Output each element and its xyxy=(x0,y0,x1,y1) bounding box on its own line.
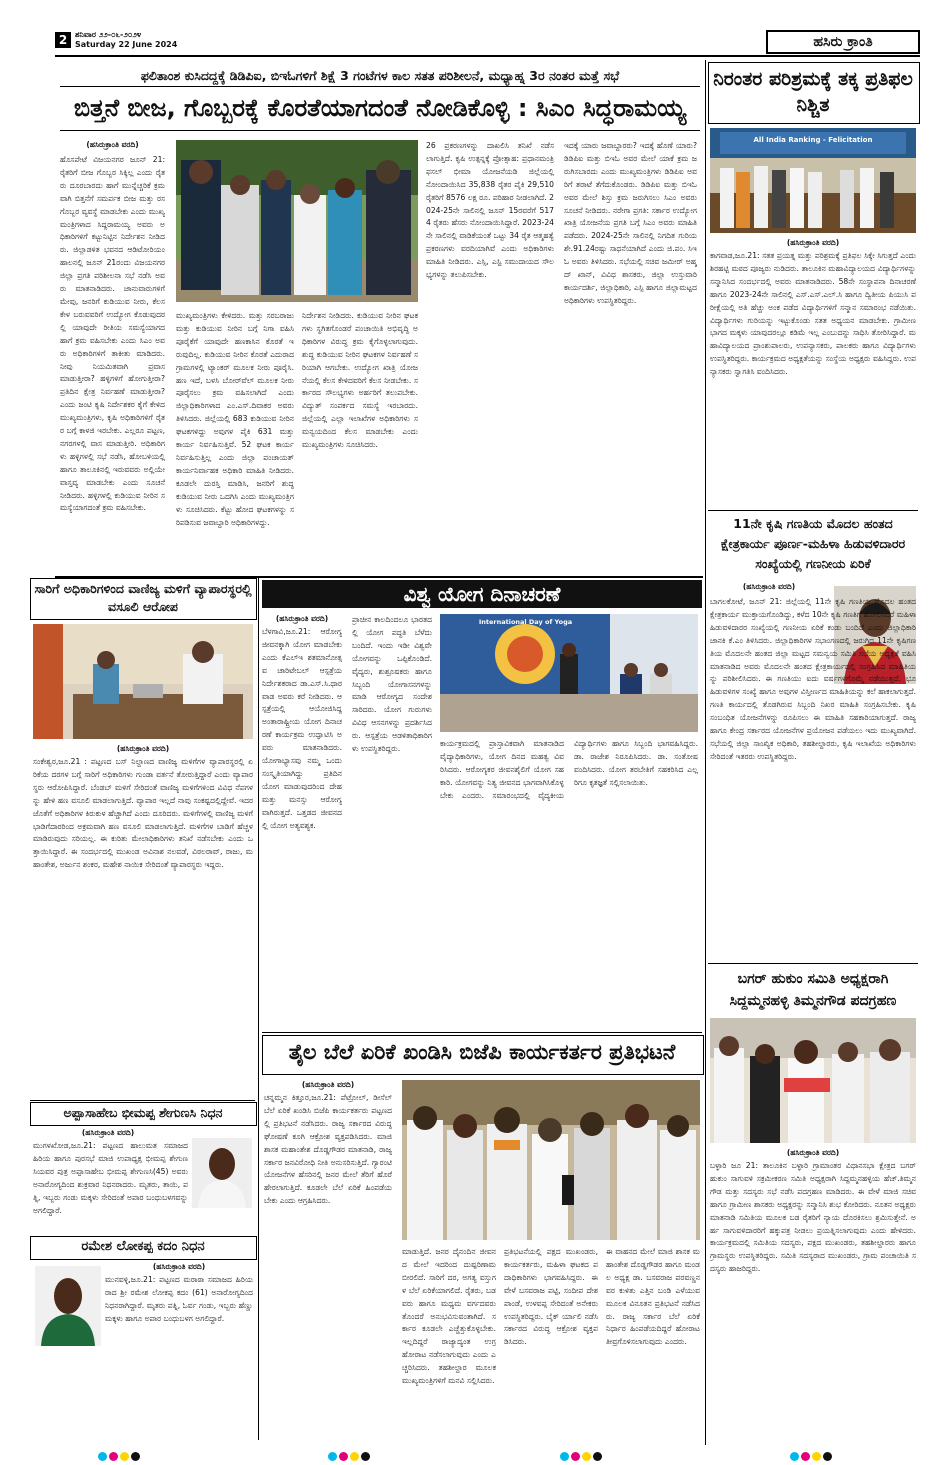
lead-kicker-rule xyxy=(60,86,700,87)
yoga-col-1: ಬೆಳಗಾವಿ,ಜೂ.21: ಆರೋಗ್ಯ ಜೀವನಕ್ಕಾಗಿ ಯೋಗ ಮಾಡಬೇಕು ಎಂದು ಕೆಎಲ್‌ಇ ಶತಮಾನೋತ್ಸವ ಚಾರಿಟೇಬಲ್ ಆಸ್ಪತ್ರೆಯ ನಿರ್ದೇಶಕರಾದ ಡಾ.ಎಸ್.ಸಿ.ಧಾರವಾಡ ಅವರು ಕರೆ ನೀಡಿದರು. ಆಸ್ಪತ್ರೆಯಲ್ಲಿ ಆಯೋಜಿಸಿದ್ದ ಅಂತಾರಾಷ್ಟ್ರೀಯ ಯೋಗ ದಿನಾಚರಣೆ ಕಾರ್ಯಕ್ರಮ ಉದ್ಘಾಟಿಸಿ ಅವರು ಮಾತನಾಡಿದರು. ಯೋಗಾಭ್ಯಾಸವು ನಮ್ಮ ಒಂದು ಸಂಸ್ಕೃತಿಯಾಗಿದ್ದು ಪ್ರತಿದಿನ ಯೋಗ ಮಾಡುವುದರಿಂದ ದೇಹ ಮತ್ತು ಮನಸ್ಸು ಆರೋಗ್ಯವಾಗಿರುತ್ತದೆ. ಒತ್ತಡದ ಜೀವನದಲ್ಲಿ ಯೋಗ ಅತ್ಯವಶ್ಯಕ. xyxy=(262,627,342,830)
yoga-col-2: ಪ್ರಾಚೀನ ಕಾಲದಿಂದಲೂ ಭಾರತದಲ್ಲಿ ಯೋಗ ಪದ್ಧತಿ ಬೆಳೆದು ಬಂದಿದೆ. ಇಂದು ಇಡೀ ವಿಶ್ವವೇ ಯೋಗವನ್ನು ಒಪ್ಪಿಕೊಂಡಿದೆ. ವೈದ್ಯರು, ಶುಶ್ರೂಷಕರು ಹಾಗೂ ಸಿಬ್ಬಂದಿ ಯೋಗಾಸನಗಳನ್ನು ಮಾಡಿ ಆರೋಗ್ಯದ ಸಂದೇಶ ಸಾರಿದರು. ಯೋಗ ಗುರುಗಳು ವಿವಿಧ ಆಸನಗಳನ್ನು ಪ್ರದರ್ಶಿಸಿದರು. ಆಸ್ಪತ್ರೆಯ ಆಡಳಿತಾಧಿಕಾರಿಗಳು ಉಪಸ್ಥಿತರಿದ್ದರು. xyxy=(352,615,432,754)
dot-black xyxy=(131,1452,140,1461)
committee-photo xyxy=(710,1018,916,1143)
page-number: 2 xyxy=(55,32,71,48)
right-top-byline: (ಹಸಿರುಕ್ರಾಂತಿ ವರದಿ) xyxy=(786,238,840,247)
lead-byline: (ಹಸಿರುಕ್ರಾಂತಿ ವರದಿ) xyxy=(86,140,139,149)
yoga-poster-text: International Day of Yoga xyxy=(478,618,573,626)
dot-magenta xyxy=(109,1452,118,1461)
left-story-body: ಸಂಕೇಶ್ವರ,ಜೂ.21 : ಪಟ್ಟಣದ ಬಸ್ ನಿಲ್ದಾಣದ ವಾಣಿಜ್ಯ ಮಳಿಗೆಗಳ ವ್ಯಾಪಾರಸ್ಥರಲ್ಲಿ ಏರಿಕೆಯ ದರಗಳ ಬಗ್ಗೆ ಸಾರಿಗೆ ಅಧಿಕಾರಿಗಳು ಗುಂಡಾ ವರ್ತನೆ ತೋರುತ್ತಿದ್ದಾರೆ ಎಂದು ವ್ಯಾಪಾರಸ್ಥರು ಆರೋಪಿಸಿದ್ದಾರೆ. ಬೆಂಡಬ್ ಮಳಿಗೆ ಸೇರಿದಂತೆ ವಾಣಿಜ್ಯ ಮಳಿಗೆಗಳಿಂದ ವಿವಿಧ ನೆಪಗಳನ್ನು ಹೇಳಿ ಹಣ ವಸೂಲಿ ಮಾಡಲಾಗುತ್ತಿದೆ. ವ್ಯಾಪಾರ ಇಲ್ಲದೆ ನಾವು ಸಂಕಷ್ಟದಲ್ಲಿದ್ದೇವೆ. ಇದರ ಜೊತೆಗೆ ಅಧಿಕಾರಿಗಳ ಕಿರುಕುಳ ಹೆಚ್ಚಾಗಿದೆ ಎಂದು ದೂರಿದರು. ಮಳಿಗೆಗಳಲ್ಲಿ ವಾಣಿಜ್ಯ ಮಳಿಗೆ ಭಾಡಿಗೆದಾರರಿಂದ ಅಕ್ರಮವಾಗಿ ಹಣ ವಸೂಲಿ ಮಾಡಲಾಗುತ್ತಿದೆ. ಮಳಿಗೆಗಳ ಬಾಡಿಗೆ ಹೆಚ್ಚಳ ಮಾಡಿರುವುದು ಸರಿಯಲ್ಲ. ಈ ಕುರಿತು ಮೇಲಾಧಿಕಾರಿಗಳು ತನಿಖೆ ನಡೆಸಬೇಕು ಎಂದು ಒತ್ತಾಯಿಸಿದ್ದಾರೆ. ಈ ಸಂದರ್ಭದಲ್ಲಿ ಮುಖಂಡ ಅವಿನಾಶ ನಲವಡೆ, ವಿಠಲರಾವ್, ರಾಜು, ಮಹಾಂತೇಶ, ಅರ್ಜುನ ಶಂಕರ, ಮಹೇಶ ನಾಯಿಕ ಸೇರಿದಂತೆ ವ್ಯಾಪಾರಸ್ಥರು ಇದ್ದರು. xyxy=(33,757,253,870)
lead-headline-rule xyxy=(60,130,700,131)
protest-col-4: ಈ ವಾಹನದ ಮೇಲೆ ಮಾಜಿ ಶಾಸಕ ಮಹಾಂತೇಶ ದೊಡ್ಡಗೌಡರ ಹಾಗೂ ಮಂಡಲ ಅಧ್ಯಕ್ಷ ಡಾ. ಬಸವರಾಜ ಪರವಣ್ಣನವರ ಕುಳಿತು ಎತ್ತಿನ ಬಂಡಿ ಎಳೆಯುವ ಮೂಲಕ ವಿನೂತನ ಪ್ರತಿಭಟನೆ ನಡೆಸಿದರು. ರಾಜ್ಯ ಸರ್ಕಾರ ಬೆಲೆ ಏರಿಕೆ ನಿರ್ಧಾರ ಹಿಂಪಡೆಯದಿದ್ದರೆ ಹೋರಾಟ ತೀವ್ರಗೊಳಿಸಲಾಗುವುದು ಎಂದರು. xyxy=(606,1247,700,1347)
registration-dots-2 xyxy=(328,1446,372,1465)
protest-headline: ತೈಲ ಬೆಲೆ ಏರಿಕೆ ಖಂಡಿಸಿ ಬಿಜೆಪಿ ಕಾರ್ಯಕರ್ತರ ಪ್ರತಿಭಟನೆ xyxy=(288,1040,676,1064)
right-mid-headline: 11ನೇ ಕೃಷಿ ಗಣತಿಯ ಮೊದಲ ಹಂತದ ಕ್ಷೇತ್ರಕಾರ್ಯ ಪೂರ್ಣ-ಮಹಿಳಾ ಹಿಡುವಳಿದಾರರ ಸಂಖ್ಯೆಯಲ್ಲಿ ಗಣನೀಯ ಏರಿಕೆ xyxy=(720,516,906,571)
dot-black xyxy=(361,1452,370,1461)
protest-byline: (ಹಸಿರುಕ್ರಾಂತಿ ವರದಿ) xyxy=(301,1080,355,1089)
left-column-rule xyxy=(258,578,259,1440)
left-story-byline: (ಹಸಿರುಕ್ರಾಂತಿ ವರದಿ) xyxy=(116,744,170,753)
date-english: Saturday 22 June 2024 xyxy=(75,40,178,49)
dot-black xyxy=(593,1452,602,1461)
lead-photo xyxy=(176,140,418,302)
protest-col-1: ಚನ್ನಮ್ಮನ ಕಿತ್ತೂರ,ಜೂ.21: ಪೆಟ್ರೋಲ್, ಡೀಸೆಲ್ ಬೆಲೆ ಏರಿಕೆ ಖಂಡಿಸಿ ಬಿಜೆಪಿ ಕಾರ್ಯಕರ್ತರು ಪಟ್ಟಣದಲ್ಲಿ ಪ್ರತಿಭಟನೆ ನಡೆಸಿದರು. ರಾಜ್ಯ ಸರ್ಕಾರದ ವಿರುದ್ಧ ಘೋಷಣೆ ಕೂಗಿ ಆಕ್ರೋಶ ವ್ಯಕ್ತಪಡಿಸಿದರು. ಮಾಜಿ ಶಾಸಕ ಮಹಾಂತೇಶ ದೊಡ್ಡಗೌಡರ ಮಾತನಾಡಿ, ರಾಜ್ಯ ಸರ್ಕಾರ ಜನವಿರೋಧಿ ನೀತಿ ಅನುಸರಿಸುತ್ತಿದೆ. ಗ್ಯಾರಂಟಿ ಯೋಜನೆಗಳ ಹೆಸರಿನಲ್ಲಿ ಜನರ ಮೇಲೆ ತೆರಿಗೆ ಹೊರೆ ಹೇರಲಾಗುತ್ತಿದೆ. ಕೂಡಲೇ ಬೆಲೆ ಏರಿಕೆ ಹಿಂಪಡೆಯಬೇಕು ಎಂದು ಆಗ್ರಹಿಸಿದರು. xyxy=(264,1093,392,1206)
lead-col-5: ಇದಕ್ಕೆ ಯಾರು ಜವಾಬ್ದಾರರು? ಇದಕ್ಕೆ ಹೊಣೆ ಯಾರು? ಡಿಡಿಪಿಐ ಮತ್ತು ಬಿಇಓ ಅವರ ಮೇಲೆ ಯಾಕೆ ಕ್ರಮ ಜರುಗಿಸಬಾರದು ಎಂದು ಮುಖ್ಯಮಂತ್ರಿಗಳು ಡಿಡಿಪಿಐ ಅವರಿಗೆ ತರಾಟೆ ತೆಗೆದುಕೊಂಡರು. ಡಿಡಿಪಿಐ ಮತ್ತು ಬಿಇಓ ಅವರ ಮೇಲೆ ಶಿಸ್ತು ಕ್ರಮ ಜರುಗಿಸಲು ಸಿಎಂ ಅವರು ಸೂಚನೆ ನೀಡಿದರು. ನರೇಗಾ ಪ್ರಗತಿ: ಸರ್ಕಾರ ಉದ್ಯೋಗ ಖಾತ್ರಿ ಯೋಜನೆಯ ಪ್ರಗತಿ ಬಗ್ಗೆ ಸಿಎಂ ಅವರು ಮಾಹಿತಿ ಪಡೆದರು. 2024-25ನೇ ಸಾಲಿನಲ್ಲಿ ನಿಗದಿತ ಗುರಿಯ ಶೇ.91.24ರಷ್ಟು ಸಾಧನೆಯಾಗಿದೆ ಎಂದು ಜಿ.ಪಂ. ಸಿಇಓ ಅವರು ತಿಳಿಸಿದರು. ಸಭೆಯಲ್ಲಿ ಸಚಿವ ಜಮೀರ್ ಅಹ್ಮದ್ ಖಾನ್, ವಿವಿಧ ಶಾಸಕರು, ಜಿಲ್ಲಾ ಉಸ್ತುವಾರಿ ಕಾರ್ಯದರ್ಶಿ, ಜಿಲ್ಲಾಧಿಕಾರಿ, ಎಸ್ಪಿ ಹಾಗೂ ಜಿಲ್ಲಾಮಟ್ಟದ ಅಧಿಕಾರಿಗಳು ಉಪಸ್ಥಿತರಿದ್ದರು. xyxy=(564,141,697,305)
dot-cyan xyxy=(98,1452,107,1461)
obit2-byline: (ಹಸಿರುಕ್ರಾಂತಿ ವರದಿ) xyxy=(152,1262,206,1271)
lead-col-4: 26 ಪ್ರಕರಣಗಳನ್ನು ದಾಖಲಿಸಿ ತನಿಖೆ ನಡೆಸಲಾಗುತ್ತಿದೆ. ಕೃಷಿ ಉತ್ಪನ್ನಕ್ಕೆ ಪ್ರೋತ್ಸಾಹ: ಪ್ರಧಾನಮಂತ್ರಿ ಫಸಲ್ ಭೀಮಾ ಯೋಜನೆಯಡಿ ಜಿಲ್ಲೆಯಲ್ಲಿ ನೋಂದಾಯಿಸಿದ 35,838 ರೈತರ ಪೈಕಿ 29,510 ರೈತರಿಗೆ 8576 ಲಕ್ಷ ರೂ. ಪರಿಹಾರ ನೀಡಲಾಗಿದೆ. 2024-25ನೇ ಸಾಲಿನಲ್ಲಿ ಜೂನ್ 15ರವರೆಗೆ 5174 ರೈತರು ಹೆಸರು ನೋಂದಾಯಿಸಿದ್ದಾರೆ. 2023-24ನೇ ಸಾಲಿನಲ್ಲಿ ವಾಡಿಕೆಯಂತೆ ಒಟ್ಟು 34 ರೈತ ಆತ್ಮಹತ್ಯೆ ಪ್ರಕರಣಗಳು ವರದಿಯಾಗಿವೆ ಎಂದು ಅಧಿಕಾರಿಗಳು ಮಾಹಿತಿ ನೀಡಿದರು. ಎಸ್ಸಿ, ಎಸ್ಟಿ ಸಮುದಾಯದ ಸೌಲಭ್ಯಗಳನ್ನು ತಲುಪಿಸಬೇಕು. xyxy=(426,141,554,280)
registration-dots-4 xyxy=(790,1446,834,1465)
page-header xyxy=(55,30,920,50)
dot-yellow xyxy=(120,1452,129,1461)
left-story-headline: ಸಾರಿಗೆ ಅಧಿಕಾರಿಗಳಿಂದ ವಾಣಿಜ್ಯ ಮಳಿಗೆ ವ್ಯಾಪಾರಸ್ಥರಲ್ಲಿ ವಸೂಲಿ ಆರೋಪ xyxy=(34,581,252,614)
yoga-banner-text: ವಿಶ್ವ ಯೋಗ ದಿನಾಚರಣೆ xyxy=(403,582,561,606)
protest-photo xyxy=(402,1080,700,1240)
felicitation-photo xyxy=(710,128,916,233)
obit2-body: ಮುನವಳ್ಳಿ,ಜೂ.21: ಪಟ್ಟಣದ ಮರಾಠಾ ಸಮಾಜದ ಹಿರಿಯರಾದ ಶ್ರೀ ರಮೇಶ ಲೋಕಪ್ಪ ಕದಂ (61) ಅನಾರೋಗ್ಯದಿಂದ ನಿಧನರಾಗಿದ್ದಾರೆ. ಮೃತರು ಪತ್ನಿ, ಓರ್ವ ಗಂಡು, ಇಬ್ಬರು ಹೆಣ್ಣು ಮಕ್ಕಳು ಹಾಗೂ ಅಪಾರ ಬಂಧುಬಳಗ ಅಗಲಿದ್ದಾರೆ. xyxy=(105,1275,253,1323)
office-photo xyxy=(33,624,253,739)
dot-magenta xyxy=(571,1452,580,1461)
protest-col-2: ಮಾಡುತ್ತಿದೆ. ಜನರ ದೈನಂದಿನ ಜೀವನದ ಮೇಲೆ ಇದರಿಂದ ದುಷ್ಪರಿಣಾಮ ಬೀರಲಿದೆ. ಸಾರಿಗೆ ದರ, ಅಗತ್ಯ ವಸ್ತುಗಳ ಬೆಲೆ ಏರಿಕೆಯಾಗಲಿದೆ. ರೈತರು, ಬಡವರು ಹಾಗೂ ಮಧ್ಯಮ ವರ್ಗದವರು ತೊಂದರೆ ಅನುಭವಿಸುವಂತಾಗಿದೆ. ಸರ್ಕಾರ ಕೂಡಲೇ ಎಚ್ಚೆತ್ತುಕೊಳ್ಳಬೇಕು. ಇಲ್ಲದಿದ್ದರೆ ರಾಜ್ಯಾದ್ಯಂತ ಉಗ್ರ ಹೋರಾಟ ನಡೆಸಲಾಗುವುದು ಎಂದು ಎಚ್ಚರಿಸಿದರು. ತಹಶೀಲ್ದಾರ ಮೂಲಕ ಮುಖ್ಯಮಂತ್ರಿಗಳಿಗೆ ಮನವಿ ಸಲ್ಲಿಸಿದರು. xyxy=(402,1247,496,1386)
obit1-byline: (ಹಸಿರುಕ್ರಾಂತಿ ವರದಿ) xyxy=(81,1128,135,1137)
dot-magenta xyxy=(339,1452,348,1461)
right-mid-rule xyxy=(708,510,918,511)
date-kannada: ಶನಿವಾರ ೨೨-೦೬-೨೦೨೪ xyxy=(75,30,142,39)
dot-magenta xyxy=(801,1452,810,1461)
header-rule xyxy=(55,55,920,57)
obit1-headline: ಅಪ್ಪಾಸಾಹೇಬ ಭೀಮಪ್ಪ ಶೇಗುಣಸಿ ನಿಧನ xyxy=(63,1105,223,1120)
right-top-headline: ನಿರಂತರ ಪರಿಶ್ರಮಕ್ಕೆ ತಕ್ಕ ಪ್ರತಿಫಲ ನಿಶ್ಚಿತ xyxy=(713,68,913,116)
obit1-rule xyxy=(30,1100,255,1101)
lead-kicker: ಫಲಿತಾಂಶ ಕುಸಿದದ್ದಕ್ಕೆ ಡಿಡಿಪಿಐ, ಬಿಇಓಗಳಿಗೆ ಶಿಕ್ಷೆ 3 ಗಂಟೆಗಳ ಕಾಲ ಸತತ ಪರಿಶೀಲನೆ, ಮಧ್ಯಾಹ್ನ 3ರ ನಂತರ ಮತ್ತೆ ಸಭೆ xyxy=(140,68,620,83)
obit1-body: ಮುಗಳಖೋಡ,ಜೂ.21: ಪಟ್ಟಣದ ಹಾಲುಮತ ಸಮಾಜದ ಹಿರಿಯ ಹಾಗೂ ಪುರಸಭೆ ಮಾಜಿ ಉಪಾಧ್ಯಕ್ಷ ಭೀಮಪ್ಪ ಶೇಗುಣಸಿಯವರ ಪುತ್ರ ಅಪ್ಪಾಸಾಹೇಬ ಭೀಮಪ್ಪ ಶೇಗುಣಸಿ(45) ಅವರು ಅನಾರೋಗ್ಯದಿಂದ ಶುಕ್ರವಾರ ನಿಧನರಾದರು. ಮೃತರು, ತಾಯಿ, ಪತ್ನಿ, ಇಬ್ಬರು ಗಂಡು ಮಕ್ಕಳು ಸೇರಿದಂತೆ ಅಪಾರ ಬಂಧುಬಳಗವನ್ನು ಅಗಲಿದ್ದಾರೆ. xyxy=(33,1141,188,1215)
right-mid-byline: (ಹಸಿರುಕ್ರಾಂತಿ ವರದಿ) xyxy=(742,582,796,591)
masthead: ಹಸಿರು ಕ್ರಾಂತಿ xyxy=(766,30,920,54)
registration-dots-3 xyxy=(560,1446,604,1465)
right-top-body: ಕಾಗವಾಡ,ಜೂ.21: ಸತತ ಪ್ರಯತ್ನ ಮತ್ತು ಪರಿಶ್ರಮಕ್ಕೆ ಪ್ರತಿಫಲ ಸಿಕ್ಕೇ ಸಿಗುತ್ತದೆ ಎಂದು ಶಿರಹಟ್ಟಿ ಮಠದ ಪೂಜ್ಯರು ನುಡಿದರು. ತಾಲೂಕಿನ ಮಹಾವಿದ್ಯಾಲಯದ ವಿದ್ಯಾರ್ಥಿಗಳನ್ನು ಸನ್ಮಾನಿಸಿದ ಸಂದರ್ಭದಲ್ಲಿ ಅವರು ಮಾತನಾಡಿದರು. 58ನೇ ಸಂಸ್ಥಾಪನಾ ದಿನಾಚರಣೆ ಹಾಗೂ 2023-24ನೇ ಸಾಲಿನಲ್ಲಿ ಎಸ್.ಎಸ್.ಎಲ್.ಸಿ ಹಾಗೂ ದ್ವಿತೀಯ ಪಿಯುಸಿ ಪರೀಕ್ಷೆಯಲ್ಲಿ ಅತಿ ಹೆಚ್ಚು ಅಂಕ ಪಡೆದ ವಿದ್ಯಾರ್ಥಿಗಳಿಗೆ ಸನ್ಮಾನ ಸಮಾರಂಭ ನಡೆಯಿತು. ವಿದ್ಯಾರ್ಥಿಗಳು ಗುರಿಯನ್ನು ಇಟ್ಟುಕೊಂಡು ಸತತ ಅಧ್ಯಯನ ಮಾಡಬೇಕು. ಗ್ರಾಮೀಣ ಭಾಗದ ಮಕ್ಕಳು ಯಾವುದರಲ್ಲೂ ಕಡಿಮೆ ಇಲ್ಲ ಎಂಬುದನ್ನು ಸಾಧಿಸಿ ತೋರಿಸಿದ್ದಾರೆ. ಮಹಾವಿದ್ಯಾಲಯದ ಪ್ರಾಂಶುಪಾಲರು, ಉಪನ್ಯಾಸಕರು, ಪಾಲಕರು ಹಾಗೂ ವಿದ್ಯಾರ್ಥಿಗಳು ಉಪಸ್ಥಿತರಿದ್ದರು. ಕಾರ್ಯಕ್ರಮದ ಅಧ್ಯಕ್ಷತೆಯನ್ನು ಸಂಸ್ಥೆಯ ಅಧ್ಯಕ್ಷರು ವಹಿಸಿದ್ದರು. ಉಪನ್ಯಾಸಕರು ಸ್ವಾಗತಿಸಿ ವಂದಿಸಿದರು. xyxy=(710,251,916,377)
dot-yellow xyxy=(350,1452,359,1461)
right-bottom-byline: (ಹಸಿರುಕ್ರಾಂತಿ ವರದಿ) xyxy=(786,1148,840,1157)
obit2-portrait xyxy=(35,1266,101,1346)
dot-cyan xyxy=(328,1452,337,1461)
right-bottom-rule xyxy=(708,963,918,964)
dot-cyan xyxy=(790,1452,799,1461)
dot-yellow xyxy=(812,1452,821,1461)
lead-col-2: ಮುಖ್ಯಮಂತ್ರಿಗಳು ಕೇಳಿದರು. ಮತ್ತು ಸರಬರಾಜು ಮತ್ತು ಕುಡಿಯುವ ನೀರಿನ ಬಗ್ಗೆ ನಿಗಾ ವಹಿಸಿ ಪೂರೈಕೆಗೆ ಯಾವುದೇ ಹಣಕಾಸಿನ ಕೊರತೆ ಇರುವುದಿಲ್ಲ. ಕುಡಿಯುವ ನೀರಿನ ಕೊರತೆ ಎದುರಾದ ಗ್ರಾಮಗಳಲ್ಲಿ ಟ್ಯಾಂಕರ್ ಮೂಲಕ ನೀರು ಪೂರೈಸಿ. ಹಣ ಇದೆ, ಬಳಸಿ ಬೋರ್‌ವೆಲ್ ಮೂಲಕ ನೀರು ಪೂರೈಸಲು ಕ್ರಮ ವಹಿಸಲಾಗಿದೆ ಎಂದು ಜಿಲ್ಲಾಧಿಕಾರಿಗಳಾದ ಎಂ.ಎಸ್.ದಿವಾಕರ ಅವರು ತಿಳಿಸಿದರು. ಜಿಲ್ಲೆಯಲ್ಲಿ 683 ಕುಡಿಯುವ ನೀರಿನ ಘಟಕಗಳಿದ್ದು ಅವುಗಳ ಪೈಕಿ 631 ಮತ್ತು ಕಾರ್ಯ ನಿರ್ವಹಿಸುತ್ತಿವೆ. 52 ಘಟಕ ಕಾರ್ಯ ನಿರ್ವಹಿಸುತ್ತಿಲ್ಲ ಎಂದು ಜಿಲ್ಲಾ ಪಂಚಾಯತ್ ಕಾರ್ಯನಿರ್ವಾಹಕ ಅಧಿಕಾರಿ ಮಾಹಿತಿ ನೀಡಿದರು. ಕೂಡಲೇ ದುರಸ್ತಿ ಮಾಡಿಸಿ, ಜನರಿಗೆ ಶುದ್ಧ ಕುಡಿಯುವ ನೀರು ಒದಗಿಸಿ ಎಂದು ಮುಖ್ಯಮಂತ್ರಿಗಳು ಸೂಚಿಸಿದರು. ಕೆಟ್ಟು ಹೋದ ಘಟಕಗಳನ್ನು ಸರಿಪಡಿಸುವ ಜವಾಬ್ದಾರಿ ಅಧಿಕಾರಿಗಳದ್ದು. xyxy=(176,311,294,527)
dot-yellow xyxy=(582,1452,591,1461)
lead-col-1: ಹೊಸಪೇಟೆ ವಿಜಯನಗರ ಜೂನ್ 21: ರೈತರಿಗೆ ಬೀಜ ಗೊಬ್ಬರ ಸಿಕ್ಕಿಲ್ಲ ಎಂದು ರೈತರು ದೂರಬಾರದು ಹಾಗೆ ಮುನ್ನೆಚ್ಚರಿಕೆ ಕ್ರಮವಾಗಿ ಬಿತ್ತನೆಗೆ ಸಮರ್ಪಕ ಬೀಜ ಮತ್ತು ರಸಗೊಬ್ಬರ ವ್ಯವಸ್ಥೆ ಮಾಡಬೇಕು ಎಂದು ಮುಖ್ಯಮಂತ್ರಿಗಳಾದ ಸಿದ್ದರಾಮಯ್ಯ ಅವರು ಅಧಿಕಾರಿಗಳಿಗೆ ಕಟ್ಟುನಿಟ್ಟಿನ ನಿರ್ದೇಶನ ನೀಡಿದರು. ಜಿಲ್ಲಾಡಳಿತ ಭವನದ ಆಡಿಟೋರಿಯಂ ಹಾಲನಲ್ಲಿ ಜೂನ್ 21ರಂದು ವಿಜಯನಗರ ಜಿಲ್ಲಾ ಪ್ರಗತಿ ಪರಿಶೀಲನಾ ಸಭೆ ನಡೆಸಿ ಅವರು ಮಾತನಾಡಿದರು. ಜಾನುವಾರುಗಳಿಗೆ ಮೇವು, ಜನರಿಗೆ ಕುಡಿಯುವ ನೀರು, ಕೆಲಸ ಕೇಳ ಬರುವವರಿಗೆ ಉದ್ಯೋಗ ಕೊಡುವುದರಲ್ಲಿ ಯಾವುದೇ ರೀತಿಯ ಸಮಸ್ಯೆಯಾಗದ ಹಾಗೆ ಕ್ರಮ ವಹಿಸಬೇಕು ಎಂದು ಸಿಎಂ ಅವರು ಅಧಿಕಾರಿಗಳಿಗೆ ತಾಕೀತು ಮಾಡಿದರು. ನೀವು ನಿಯಮಿತವಾಗಿ ಪ್ರವಾಸ ಮಾಡುತ್ತೀರಾ? ಹಳ್ಳಿಗಳಿಗೆ ಹೋಗುತ್ತೀರಾ? ಪ್ರತಿದಿನ ಕ್ಷೇತ್ರ ನಿರ್ವಹಣೆ ಮಾಡುತ್ತೀರಾ? ಎಂದು ಜಂಟಿ ಕೃಷಿ ನಿರ್ದೇಶಕರ ಕೈಗೆ ಕೇಳಿದ ಮುಖ್ಯಮಂತ್ರಿಗಳು, ಕೃಷಿ ಅಧಿಕಾರಿಗಳಿಗೆ ರೈತರ ಬಗ್ಗೆ ಕಾಳಜಿ ಇರಬೇಕು. ಎಲ್ಲರೂ ಪಟ್ಟಣ, ನಗರಗಳಲ್ಲಿ ವಾಸ ಮಾಡುತ್ತೀರಿ. ಅಧಿಕಾರಿಗಳು ಹಳ್ಳಿಗಳಲ್ಲಿ ಸಭೆ ನಡೆಸಿ, ಹೋಬಳಿಯಲ್ಲಿ ಹಾಗೂ ತಾಲೂಕಿನಲ್ಲಿ ಇರುವವರು ಅಲ್ಲಿಯೇ ವಾಸ್ತವ್ಯ ಮಾಡಬೇಕು ಎಂದು ಸೂಚನೆ ನೀಡಿದರು. ಹಳ್ಳಿಗಳಲ್ಲಿ ಕುಡಿಯುವ ನೀರಿನ ಸಮಸ್ಯೆಯಾಗದಂತೆ ಕ್ರಮ ವಹಿಸಬೇಕು. xyxy=(60,155,165,513)
yoga-stage-photo xyxy=(440,614,698,732)
right-mid-body: ಬಾಗಲಕೋಟೆ, ಜೂನ್ 21: ಜಿಲ್ಲೆಯಲ್ಲಿ 11ನೇ ಕೃಷಿ ಗಣತಿಯ ಮೊದಲ ಹಂತದ ಕ್ಷೇತ್ರಕಾರ್ಯ ಮುಕ್ತಾಯಗೊಂಡಿದ್ದು, ಕಳೆದ 10ನೇ ಕೃಷಿ ಗಣತಿಗೆ ಹೋಲಿಸಿದರೆ ಮಹಿಳಾ ಹಿಡುವಳಿದಾರರ ಸಂಖ್ಯೆಯಲ್ಲಿ ಗಣನೀಯ ಏರಿಕೆ ಕಂಡು ಬಂದಿದೆ ಎಂದು ಜಿಲ್ಲಾಧಿಕಾರಿ ಜಾನಕಿ ಕೆ.ಎಂ ತಿಳಿಸಿದರು. ಜಿಲ್ಲಾಧಿಕಾರಿಗಳ ಸಭಾಂಗಣದಲ್ಲಿ ಜರುಗಿದ 11ನೇ ಕೃಷಿಗಣತಿಯ ಮೊದಲನೇ ಹಂತದ ಜಿಲ್ಲಾ ಮಟ್ಟದ ಸಮನ್ವಯ ಸಮಿತಿ ಸಭೆಯ ಅಧ್ಯಕ್ಷತೆ ವಹಿಸಿ ಮಾತನಾಡಿದ ಅವರು ಮೊದಲನೇ ಹಂತದ ಕ್ಷೇತ್ರಕಾರ್ಯದಲ್ಲಿ ಸಂಗ್ರಹಿಸಿದ ಮಾಹಿತಿಯನ್ನು ಪರಿಶೀಲಿಸಿದರು. ಈ ಗಣತಿಯು ಐದು ವರ್ಷಗಳಿಗೊಮ್ಮೆ ನಡೆಯುತ್ತದೆ. ಭೂ ಹಿಡುವಳಿಗಳ ಸಂಖ್ಯೆ ಹಾಗೂ ಅವುಗಳ ವಿಸ್ತೀರ್ಣದ ಮಾಹಿತಿಯನ್ನು ಕಲೆ ಹಾಕಲಾಗುತ್ತದೆ. ಗಣತಿ ಕಾರ್ಯದಲ್ಲಿ ತೊಡಗಿರುವ ಸಿಬ್ಬಂದಿ ನಿಖರ ಮಾಹಿತಿ ಸಂಗ್ರಹಿಸಬೇಕು. ಕೃಷಿ ಸಂಬಂಧಿತ ಯೋಜನೆಗಳನ್ನು ರೂಪಿಸಲು ಈ ಮಾಹಿತಿ ಸಹಕಾರಿಯಾಗುತ್ತದೆ. ರಾಜ್ಯ ಹಾಗೂ ಕೇಂದ್ರ ಸರ್ಕಾರದ ಯೋಜನೆಗಳ ಪ್ರಯೋಜನ ಪಡೆಯಲು ಇದು ಮುಖ್ಯವಾಗಿದೆ. ಸಭೆಯಲ್ಲಿ ಜಿಲ್ಲಾ ಸಾಂಖ್ಯಿಕ ಅಧಿಕಾರಿ, ತಹಶೀಲ್ದಾರರು, ಕೃಷಿ ಇಲಾಖೆಯ ಅಧಿಕಾರಿಗಳು ಸೇರಿದಂತೆ ಇತರರು ಉಪಸ್ಥಿತರಿದ್ದರು. xyxy=(710,597,916,761)
protest-col-3: ಪ್ರತಿಭಟನೆಯಲ್ಲಿ ಪಕ್ಷದ ಮುಖಂಡರು, ಕಾರ್ಯಕರ್ತರು, ಮಹಿಳಾ ಘಟಕದ ಪದಾಧಿಕಾರಿಗಳು ಭಾಗವಹಿಸಿದ್ದರು. ಈ ವೇಳೆ ಬಸವರಾಜ ಪಟ್ಟಿ, ಸಂದೀಪ ದೇಶಪಾಂಡೆ, ಉಳವಪ್ಪ ಸೇರಿದಂತೆ ಅನೇಕರು ಉಪಸ್ಥಿತರಿದ್ದರು. ಬೈಕ್ ರ್ಯಾಲಿ ನಡೆಸಿ ಸರ್ಕಾರದ ವಿರುದ್ಧ ಆಕ್ರೋಶ ವ್ಯಕ್ತಪಡಿಸಿದರು. xyxy=(504,1247,598,1347)
lead-headline: ಬಿತ್ತನೆ ಬೀಜ, ಗೊಬ್ಬರಕ್ಕೆ ಕೊರತೆಯಾಗದಂತೆ ನೋಡಿಕೊಳ್ಳಿ : ಸಿಎಂ ಸಿದ್ಧರಾಮಯ್ಯ xyxy=(73,94,687,122)
obit1-portrait xyxy=(192,1138,252,1208)
dot-cyan xyxy=(560,1452,569,1461)
felicitation-banner-text: All India Ranking - Felicitation xyxy=(753,136,873,144)
dot-black xyxy=(823,1452,832,1461)
lead-col-3: ನಿರ್ದೇಶನ ನೀಡಿದರು. ಕುಡಿಯುವ ನೀರಿನ ಘಟಕಗಳು ಸ್ಥಗಿತಗೊಂಡರೆ ಪಂಚಾಯಿತಿ ಅಭಿವೃದ್ಧಿ ಅಧಿಕಾರಿಗಳ ವಿರುದ್ಧ ಕ್ರಮ ಕೈಗೊಳ್ಳಲಾಗುವುದು. ಶುದ್ಧ ಕುಡಿಯುವ ನೀರಿನ ಘಟಕಗಳ ನಿರ್ವಹಣೆ ಸರಿಯಾಗಿ ಆಗಬೇಕು. ಉದ್ಯೋಗ ಖಾತ್ರಿ ಯೋಜನೆಯಲ್ಲಿ ಕೆಲಸ ಕೇಳಿದವರಿಗೆ ಕೆಲಸ ನೀಡಬೇಕು. ಸರ್ಕಾರದ ಸೌಲಭ್ಯಗಳು ಅರ್ಹರಿಗೆ ತಲುಪಬೇಕು. ವಿದ್ಯುತ್ ಸಂಪರ್ಕದ ಸಮಸ್ಯೆ ಇರಬಾರದು. ಜಿಲ್ಲೆಯಲ್ಲಿ ಎಲ್ಲಾ ಇಲಾಖೆಗಳ ಅಧಿಕಾರಿಗಳು ಸಮನ್ವಯದಿಂದ ಕೆಲಸ ಮಾಡಬೇಕು ಎಂದು ಮುಖ್ಯಮಂತ್ರಿಗಳು ಸೂಚಿಸಿದರು. xyxy=(302,311,418,450)
yoga-col-3: ಕಾರ್ಯಕ್ರಮದಲ್ಲಿ ಪ್ರಾಸ್ತಾವಿಕವಾಗಿ ಮಾತನಾಡಿದ ವೈದ್ಯಾಧಿಕಾರಿಗಳು, ಯೋಗ ದಿನದ ಮಹತ್ವ ವಿವರಿಸಿದರು. ಆರೋಗ್ಯಕರ ಜೀವನಶೈಲಿಗೆ ಯೋಗ ಸಹಕಾರಿ. ಯೋಗವನ್ನು ನಿತ್ಯ ಜೀವನದ ಭಾಗವಾಗಿಸಿಕೊಳ್ಳಬೇಕು ಎಂದರು. ಸಮಾರಂಭದಲ್ಲಿ ವೈದ್ಯಕೀಯ ವಿದ್ಯಾರ್ಥಿಗಳು ಹಾಗೂ ಸಿಬ್ಬಂದಿ ಭಾಗವಹಿಸಿದ್ದರು. ಡಾ. ರಾಜೇಶ ನಿರೂಪಿಸಿದರು. ಡಾ. ಸಂತೋಷ ವಂದಿಸಿದರು. ಯೋಗ ತರಬೇತಿಗೆ ಸಹಕರಿಸಿದ ಎಲ್ಲರಿಗೂ ಕೃತಜ್ಞತೆ ಸಲ್ಲಿಸಲಾಯಿತು. xyxy=(440,739,698,800)
obit2-headline: ರಮೇಶ ಲೋಕಪ್ಪ ಕದಂ ನಿಧನ xyxy=(81,1239,205,1254)
right-bottom-body: ಬಳ್ಳಾರಿ ಜೂ 21: ತಾಲೂಕಿನ ಬಳ್ಳಾರಿ ಗ್ರಾಮಾಂತರ ವಿಧಾನಸಭಾ ಕ್ಷೇತ್ರದ ಬಗರ್ ಹುಕುಂ ಸಾಗುವಳಿ ಸಕ್ರಮೀಕರಣ ಸಮಿತಿ ಅಧ್ಯಕ್ಷರಾಗಿ ಸಿದ್ದಮ್ಮನಹಳ್ಳಿಯ ಹೆಚ್.ತಿಮ್ಮನಗೌಡ ಮತ್ತು ಸದಸ್ಯರು ಸಭೆ ನಡೆಸಿ ಪದಗ್ರಹಣ ಮಾಡಿದರು. ಈ ವೇಳೆ ಮಾಜಿ ಸಚಿವ ಹಾಗೂ ಗ್ರಾಮೀಣ ಶಾಸಕರು ಅಧ್ಯಕ್ಷರನ್ನು ಸನ್ಮಾನಿಸಿ ಶುಭ ಕೋರಿದರು. ನೂತನ ಅಧ್ಯಕ್ಷರು ಮಾತನಾಡಿ ಸಮಿತಿಯ ಮೂಲಕ ಬಡ ರೈತರಿಗೆ ನ್ಯಾಯ ದೊರಕಿಸಲು ಶ್ರಮಿಸುತ್ತೇನೆ. ಅರ್ಹ ಸಾಗುವಳಿದಾರರಿಗೆ ಹಕ್ಕುಪತ್ರ ನೀಡಲು ಪ್ರಯತ್ನಿಸಲಾಗುವುದು ಎಂದು ಹೇಳಿದರು. ಕಾರ್ಯಕ್ರಮದಲ್ಲಿ ಸಮಿತಿಯ ಸದಸ್ಯರು, ಪಕ್ಷದ ಮುಖಂಡರು, ತಹಶೀಲ್ದಾರರು ಹಾಗೂ ಗ್ರಾಮಸ್ಥರು ಉಪಸ್ಥಿತರಿದ್ದರು. ಸಮಿತಿ ಸದಸ್ಯರಾದ ಮುಖಂಡರು, ಗ್ರಾಮ ಪಂಚಾಯಿತಿ ಸದಸ್ಯರು ಹಾಜರಿದ್ದರು. xyxy=(710,1161,916,1274)
protest-rule xyxy=(262,1032,702,1033)
right-column-rule xyxy=(705,60,706,1445)
registration-dots-1 xyxy=(98,1446,142,1465)
yoga-byline: (ಹಸಿರುಕ್ರಾಂತಿ ವರದಿ) xyxy=(275,614,329,623)
right-bottom-headline: ಬಗರ್ ಹುಕುಂ ಸಮಿತಿ ಅಧ್ಯಕ್ಷರಾಗಿ ಸಿದ್ದಮ್ಮನಹಳ್ಳಿ ತಿಮ್ಮನಗೌಡ ಪದಗ್ರಹಣ xyxy=(729,971,897,1009)
